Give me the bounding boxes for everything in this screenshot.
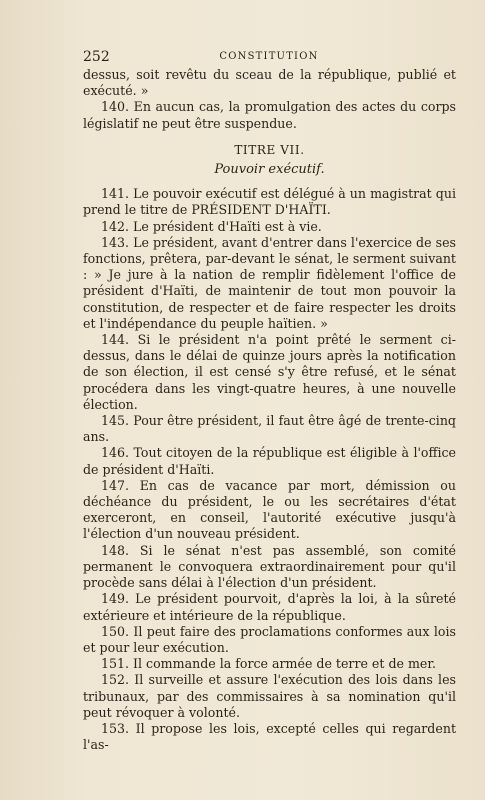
article-142: 142. Le président d'Haïti est à vie. bbox=[101, 218, 322, 234]
article-144: 144. Si le président n'a point prêté le serment ci-dessus, dans le délai de quinze jours après la notification de son élection, il est censé s'y être refusé, et le sénat procédera dans les vingt-quatre heures, à une nouvelle élection. bbox=[83, 332, 456, 412]
article-146: 146. Tout citoyen de la république est éligible à l'office de président d'Haïti. bbox=[83, 445, 456, 477]
page-number: 252 bbox=[83, 49, 110, 65]
article-148: 148. Si le sénat n'est pas assemblé, son comité permanent le convoquera extraordinairement pour qu'il procède sans délai à l'élection d'un président. bbox=[83, 542, 456, 591]
page-header bbox=[83, 49, 455, 65]
continuation-paragraph: dessus, soit revêtu du sceau de la république, publié et exécuté. » bbox=[83, 67, 456, 99]
article-149: 149. Le président pourvoit, d'après la loi, à la sûreté extérieure et intérieure de la république. bbox=[83, 591, 456, 623]
article-147: 147. En cas de vacance par mort, démission ou déchéance du président, le ou les secrétaires d'état exerceront, en conseil, l'autorité exécutive jusqu'à l'élection d'un nouveau président. bbox=[83, 477, 456, 542]
article-150: 150. Il peut faire des proclamations conformes aux lois et pour leur exécution. bbox=[83, 623, 456, 655]
article-153: 153. Il propose les lois, excepté celles qui regardent l'as- bbox=[83, 720, 456, 753]
section-title: TITRE VII. bbox=[234, 142, 305, 157]
section-subtitle: Pouvoir exécutif. bbox=[214, 162, 325, 178]
article-152: 152. Il surveille et assure l'exécution des lois dans les tribunaux, par des commissaires à sa nomination qu'il peut révoquer à volonté. bbox=[83, 672, 456, 720]
running-head: CONSTITUTION bbox=[219, 51, 319, 62]
article-140: 140. En aucun cas, la promulgation des actes du corps législatif ne peut être suspendue. bbox=[83, 99, 456, 131]
article-143: 143. Le président, avant d'entrer dans l'exercice de ses fonctions, prêtera, par-devant le sénat, le serment suivant : » Je jure à la nation de remplir fidèlement l'office de président d'Haïti, de maintenir de tout mon pouvoir la constitution, de respecter et de faire respecter les droits et l'indépendance du peuple haïtien. » bbox=[83, 234, 456, 331]
article-151: 151. Il commande la force armée de terre et de mer. bbox=[101, 656, 436, 672]
article-141: 141. Le pouvoir exécutif est délégué à un magistrat qui prend le titre de PRÉSIDENT D'HAÏTI. bbox=[83, 186, 456, 218]
page-body bbox=[83, 67, 456, 753]
article-145: 145. Pour être président, il faut être âgé de trente-cinq ans. bbox=[83, 413, 456, 445]
